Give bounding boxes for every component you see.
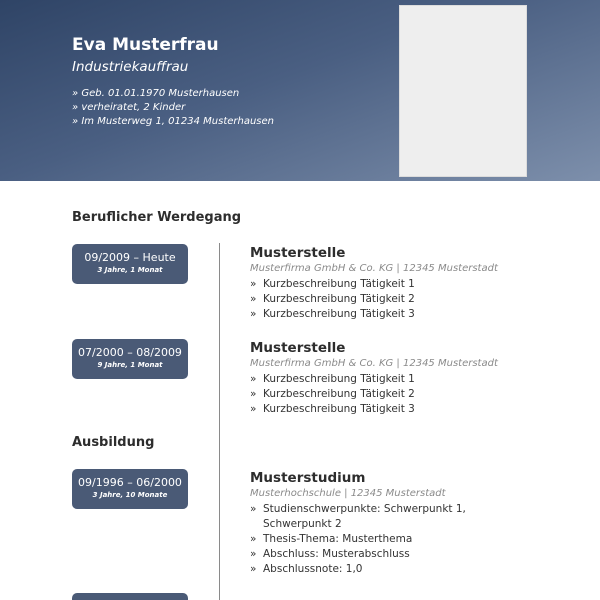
- person-name: Eva Musterfrau: [72, 35, 219, 55]
- entry-bullets: [250, 277, 550, 322]
- entry-title: Musterstudium: [250, 470, 366, 486]
- list-item: » Abschluss: Musterabschluss: [250, 547, 480, 562]
- date-range: 07/2000 – 08/2009: [78, 346, 182, 359]
- person-role: Industriekauffrau: [72, 59, 189, 75]
- list-item: » Studienschwerpunkte: Schwerpunkt 1, Schwerpunkt 2: [250, 502, 480, 532]
- date-range: 09/1996 – 06/2000: [78, 476, 182, 489]
- entry-organization: Musterfirma GmbH & Co. KG | 12345 Musterstadt: [250, 263, 498, 274]
- entry-organization: Musterhochschule | 12345 Musterstadt: [250, 488, 446, 499]
- list-item: » Kurzbeschreibung Tätigkeit 2: [250, 387, 550, 402]
- section-title-career: Beruflicher Werdegang: [72, 210, 242, 225]
- date-duration: 9 Jahre, 1 Monat: [97, 361, 163, 369]
- photo-placeholder: [399, 5, 527, 177]
- list-item: » Kurzbeschreibung Tätigkeit 1: [250, 372, 550, 387]
- cv-header: [0, 0, 600, 181]
- personal-facts: [72, 87, 274, 129]
- list-item: » Kurzbeschreibung Tätigkeit 3: [250, 402, 550, 417]
- date-badge: [72, 244, 188, 284]
- entry-title: Musterstelle: [250, 340, 346, 356]
- section-title-education: Ausbildung: [72, 435, 155, 450]
- timeline-entry: [250, 340, 550, 417]
- date-badge: [72, 593, 188, 600]
- fact-birth: » Geb. 01.01.1970 Musterhausen: [72, 88, 240, 99]
- list-item: » Abschlussnote: 1,0: [250, 562, 480, 577]
- date-duration: 3 Jahre, 10 Monate: [92, 491, 168, 499]
- date-badge: [72, 339, 188, 379]
- fact-family: » verheiratet, 2 Kinder: [72, 102, 186, 113]
- entry-bullets: [250, 502, 480, 577]
- date-range: 09/2009 – Heute: [84, 251, 176, 264]
- date-badge: [72, 469, 188, 509]
- list-item: » Kurzbeschreibung Tätigkeit 2: [250, 292, 550, 307]
- fact-address: » Im Musterweg 1, 01234 Musterhausen: [72, 116, 275, 127]
- date-duration: 3 Jahre, 1 Monat: [97, 266, 163, 274]
- timeline-entry: [250, 470, 480, 577]
- timeline-divider: [219, 243, 220, 600]
- list-item: » Thesis-Thema: Musterthema: [250, 532, 480, 547]
- entry-organization: Musterfirma GmbH & Co. KG | 12345 Musterstadt: [250, 358, 498, 369]
- list-item: » Kurzbeschreibung Tätigkeit 1: [250, 277, 550, 292]
- entry-bullets: [250, 372, 550, 417]
- entry-title: Musterstelle: [250, 245, 346, 261]
- list-item: » Kurzbeschreibung Tätigkeit 3: [250, 307, 550, 322]
- timeline-entry: [250, 245, 550, 322]
